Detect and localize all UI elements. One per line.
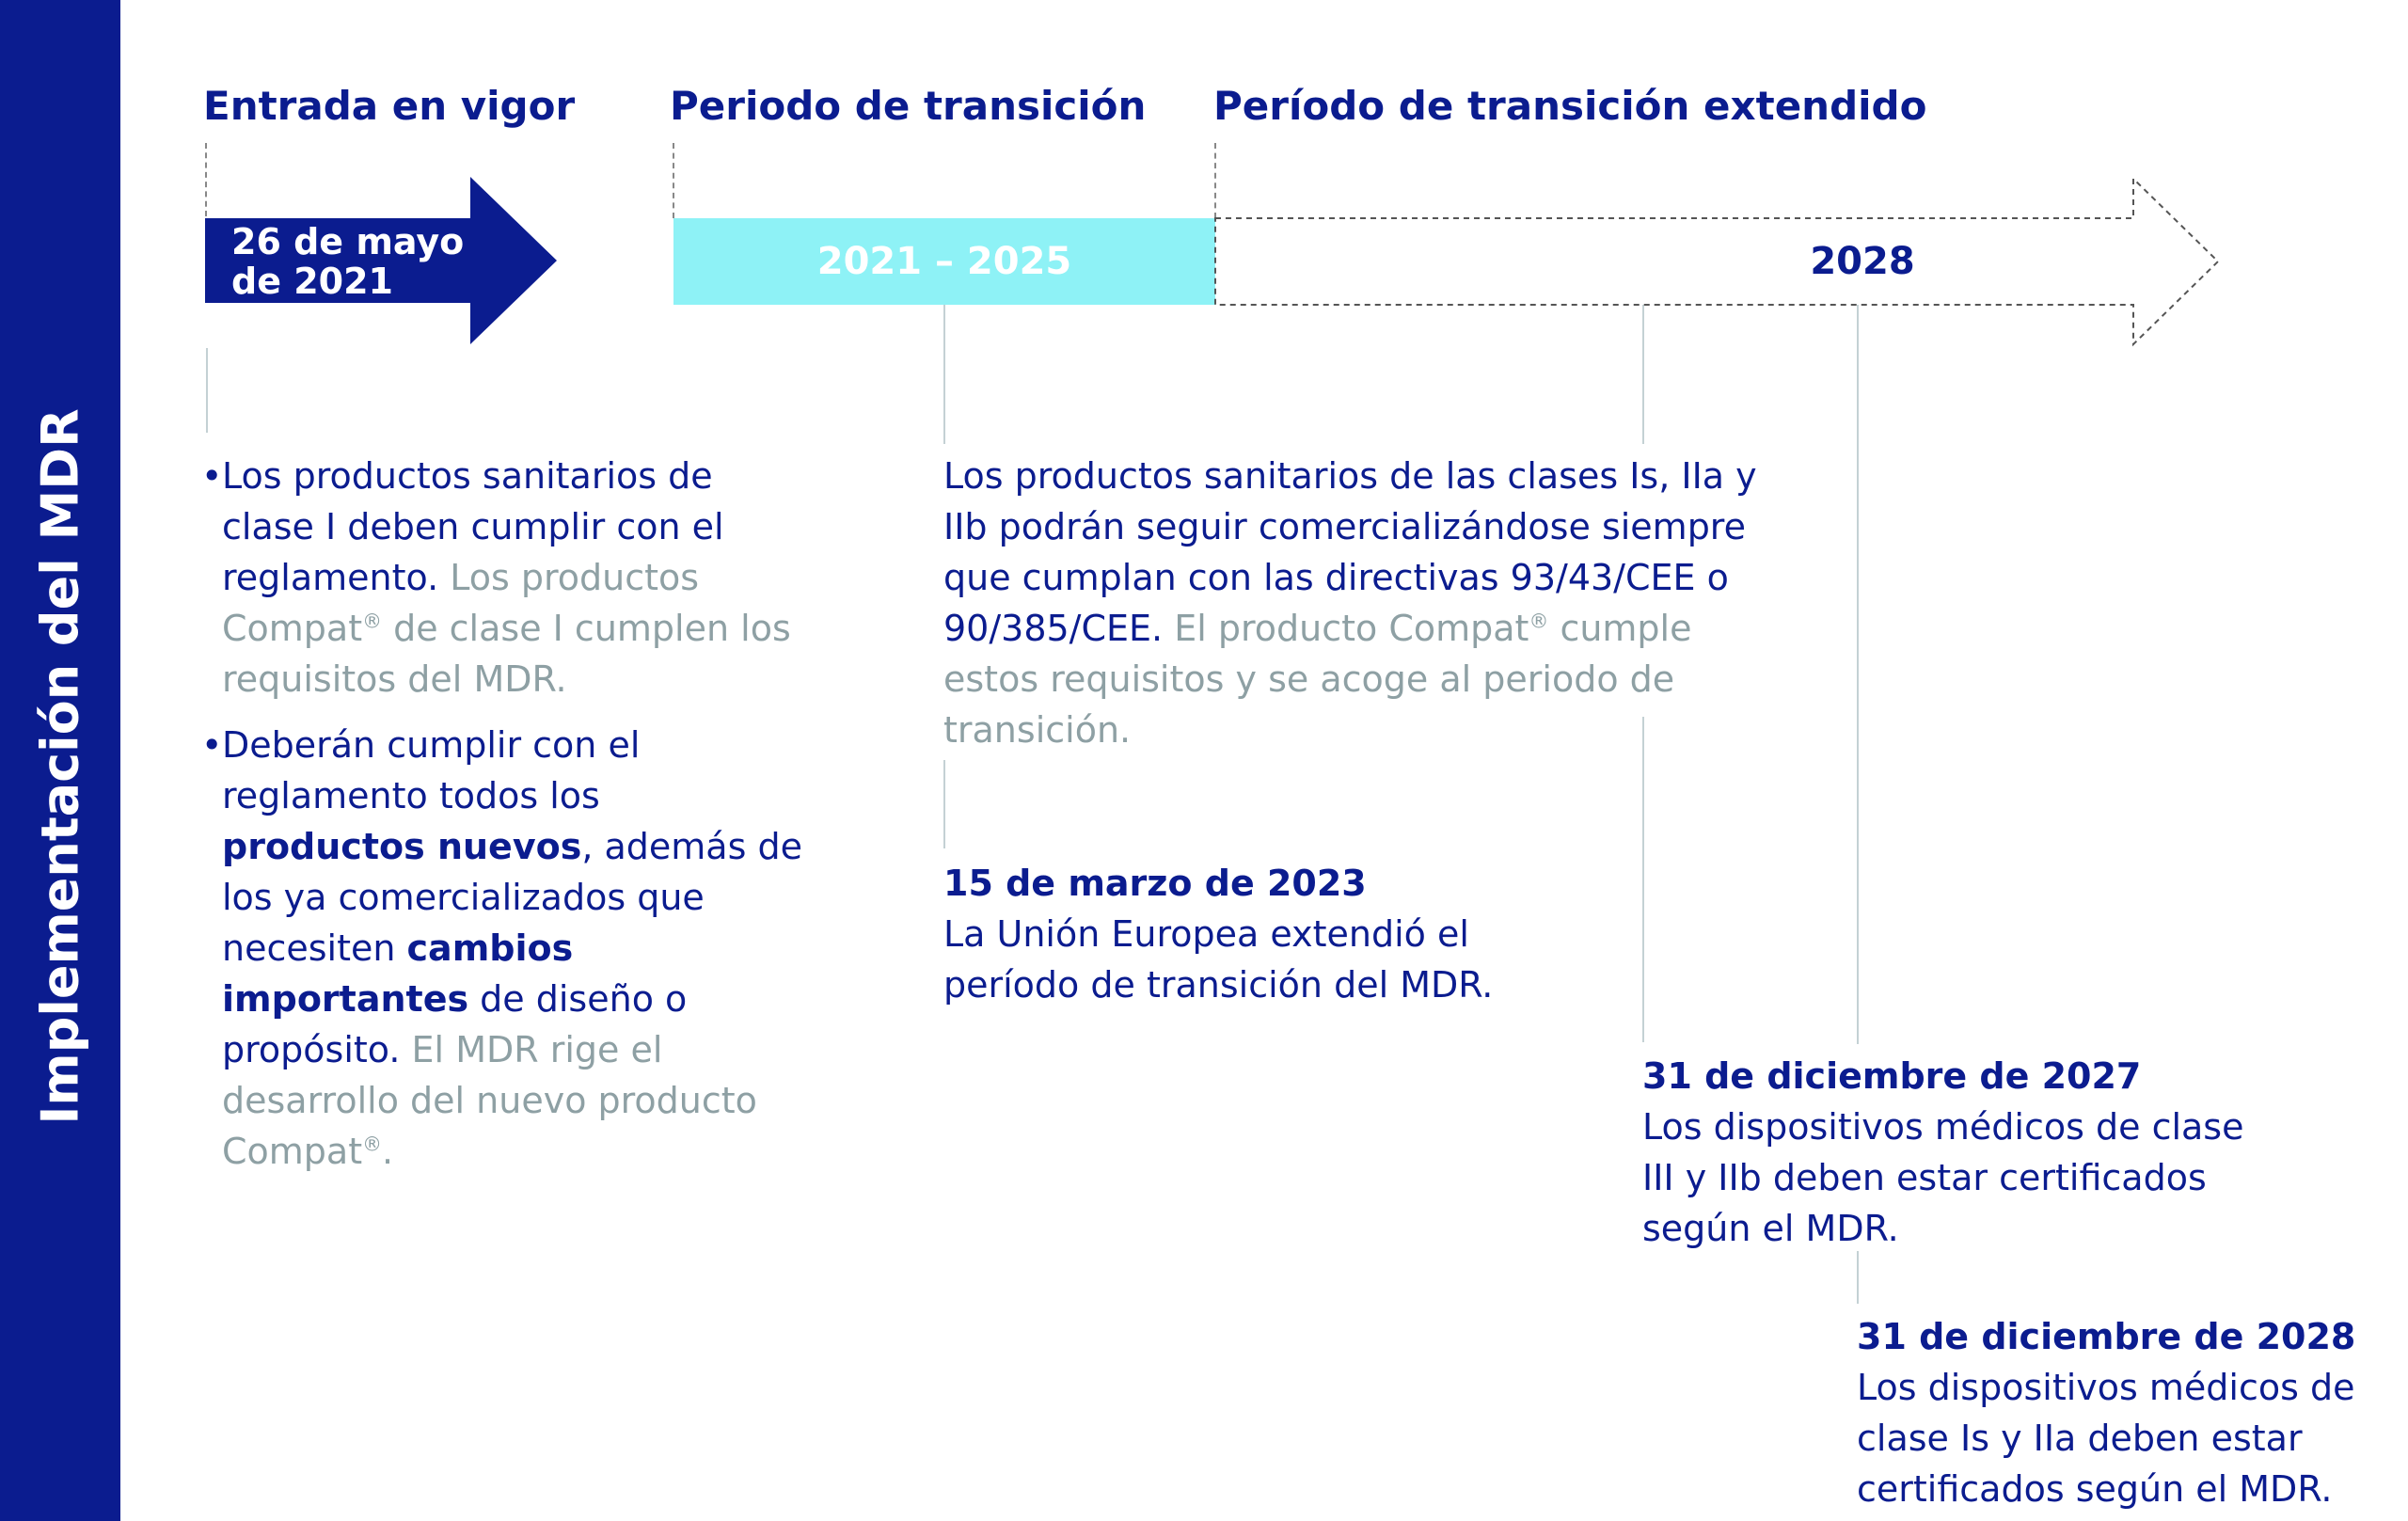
transition-grey-text: El producto Compat — [1174, 608, 1529, 649]
header-extended-transition: Período de transición extendido — [1213, 83, 1927, 129]
registered-mark: ® — [1529, 610, 1549, 633]
dec-2027-connector-lower — [1642, 717, 1644, 1042]
entry-date-line1: 26 de mayo — [231, 221, 465, 262]
dec-2027-milestone — [1642, 1051, 2282, 1254]
transition-text: Los productos sanitarios de las clases Is, IIa y IIb podrán seguir comercializándose siempre que cumplan con las directivas 93/43/CEE o 90/385/CEE. — [943, 455, 1757, 649]
entry-bullet-1 — [201, 451, 803, 705]
entry-bullet-2-bold-new-products: productos nuevos — [222, 826, 582, 867]
sidebar-title: Implementación del MDR — [30, 408, 90, 1125]
march-2023-text: La Unión Europea extendió el período de transición del MDR. — [943, 913, 1494, 1006]
header-transition-period: Periodo de transición — [670, 83, 1147, 129]
entry-date-label — [231, 222, 495, 301]
march-2023-connector-line — [943, 760, 945, 848]
timeline-arrows — [0, 0, 2408, 376]
entry-bullet-2-text-end: de diseño o propósito. — [222, 978, 688, 1070]
registered-mark: ® — [362, 1133, 382, 1156]
bullet-marker: • — [201, 455, 223, 497]
entry-bullet-2-grey: El MDR rige el desarrollo del nuevo producto Compat — [222, 1029, 757, 1172]
dec-2027-date: 31 de diciembre de 2027 — [1642, 1055, 2142, 1097]
transition-description — [943, 451, 1771, 755]
entry-bullet-2 — [201, 720, 803, 1177]
header-entry-into-force: Entrada en vigor — [203, 83, 576, 129]
transition-years-label: 2021 – 2025 — [816, 240, 1072, 283]
entry-bullet-1-grey: Los productos Compat — [222, 557, 700, 649]
bullet-marker: • — [201, 724, 223, 766]
entry-bullet-2-text-mid: , además de los ya comercializados que necesiten — [222, 826, 802, 969]
extended-year-label: 2028 — [1810, 240, 1915, 283]
entry-bullet-2-text: Deberán cumplir con el reglamento todos los — [222, 724, 641, 816]
dec-2028-connector-lower — [1857, 1251, 1859, 1304]
march-2023-date: 15 de marzo de 2023 — [943, 863, 1367, 904]
entry-date-line2: de 2021 — [231, 261, 393, 302]
dec-2028-connector-upper — [1857, 305, 1859, 1044]
march-2023-milestone — [943, 858, 1527, 1010]
dec-2028-date: 31 de diciembre de 2028 — [1857, 1316, 2356, 1357]
transition-grey-text-end: cumple estos requisitos y se acoge al periodo de transición. — [943, 608, 1692, 751]
dec-2028-milestone — [1857, 1311, 2402, 1514]
entry-bullet-1-grey-end: de clase I cumplen los requisitos del MDR. — [222, 608, 791, 700]
entry-bullet-2-grey-end: . — [382, 1131, 394, 1172]
entry-description — [201, 451, 803, 1177]
dec-2028-text: Los dispositivos médicos de clase Is y IIa deben estar certificados según el MDR. — [1857, 1367, 2355, 1510]
extended-arrow-outline — [1215, 179, 2218, 344]
entry-bullet-1-text: Los productos sanitarios de clase I deben cumplir con el reglamento. — [222, 455, 724, 598]
dec-2027-text: Los dispositivos médicos de clase III y IIb deben estar certificados según el MDR. — [1642, 1106, 2244, 1249]
entry-bullet-2-bold-important-changes: cambios importantes — [222, 927, 574, 1020]
registered-mark: ® — [362, 610, 382, 633]
